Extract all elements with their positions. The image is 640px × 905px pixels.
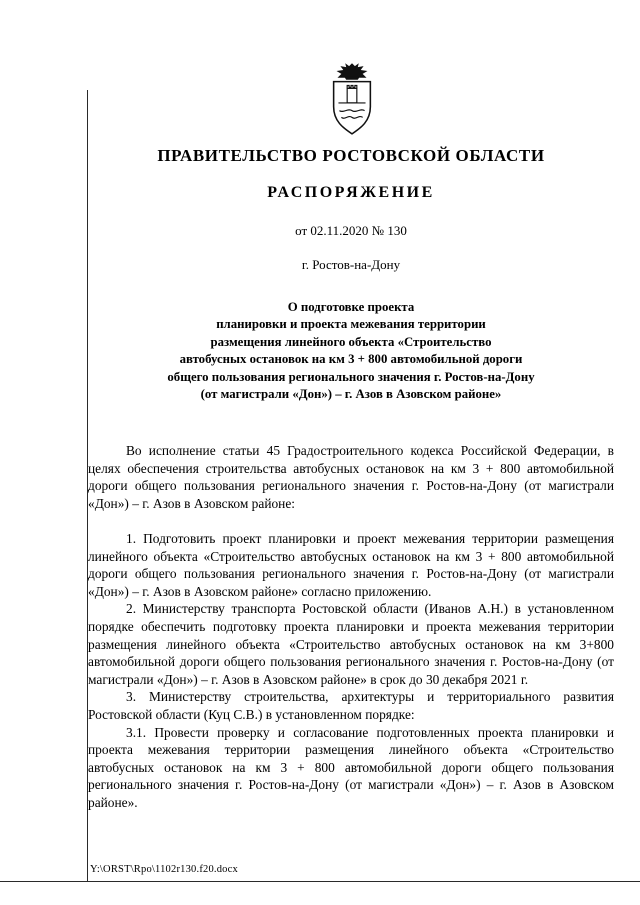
- paragraph-item-1: 1. Подготовить проект планировки и проект межевания территории размещения линейного объекта «Строительство автобусных остановок на км 3 + 800 автомобильной дороги общего пользования регионального значения г. Ростов-на-Дону (от магистрали «Дон») – г. Азов в Азовском районе» согласно приложению.: [88, 530, 614, 599]
- paragraph-item-3: 3. Министерству строительства, архитектуры и территориального развития Ростовской области (Куц С.В.) в установленном порядке:: [88, 689, 614, 722]
- doc-title-line: общего пользования регионального значения г. Ростов-на-Дону: [167, 369, 535, 384]
- doc-title-line: планировки и проекта межевания территории: [216, 317, 486, 332]
- doc-title-line: размещения линейного объекта «Строительство: [210, 334, 492, 349]
- doc-date-number: от 02.11.2020 № 130: [295, 223, 407, 238]
- doc-city: г. Ростов-на-Дону: [301, 257, 401, 272]
- doc-type-heading: РАСПОРЯЖЕНИЕ: [267, 184, 435, 201]
- doc-title: [88, 299, 614, 403]
- paragraph-preamble: Во исполнение статьи 45 Градостроительного кодекса Российской Федерации, в целях обеспечения строительства автобусных остановок на км 3 + 800 автомобильной дороги общего пользования регионального значения г. Ростов-на-Дону (от магистрали «Дон») – г. Азов в Азовском районе:: [88, 443, 614, 511]
- doc-title-line: О подготовке проекта: [287, 300, 415, 314]
- doc-title-line: автобусных остановок на км 3 + 800 автомобильной дороги: [179, 352, 523, 367]
- file-path: Y:\ORST\Rpo\1102r130.f20.docx: [90, 864, 238, 875]
- doc-title-line: (от магистрали «Дон») – г. Азов в Азовском районе»: [200, 387, 502, 402]
- page-border-bottom: [0, 881, 640, 882]
- coat-of-arms-icon: [323, 62, 381, 138]
- org-name: ПРАВИТЕЛЬСТВО РОСТОВСКОЙ ОБЛАСТИ: [157, 146, 545, 165]
- paragraph-item-2: 2. Министерству транспорта Ростовской области (Иванов А.Н.) в установленном порядке обеспечить подготовку проекта планировки и проекта межевания территории размещения линейного объекта «Строительство автобусных остановок на км 3+800 автомобильной дороги общего пользования регионального значения г. Ростов-на-Дону (от магистрали «Дон») – г. Азов в Азовском районе» в срок до 30 декабря 2021 г.: [88, 601, 614, 687]
- paragraph-item-3-1: 3.1. Провести проверку и согласование подготовленных проекта планировки и проекта межевания территории размещения линейного объекта «Строительство автобусных остановок на км 3 + 800 автомобильной дороги общего пользования регионального значения г. Ростов-на-Дону (от магистрали «Дон») – г. Азов в Азовском районе».: [88, 724, 614, 810]
- doc-body: [88, 442, 614, 811]
